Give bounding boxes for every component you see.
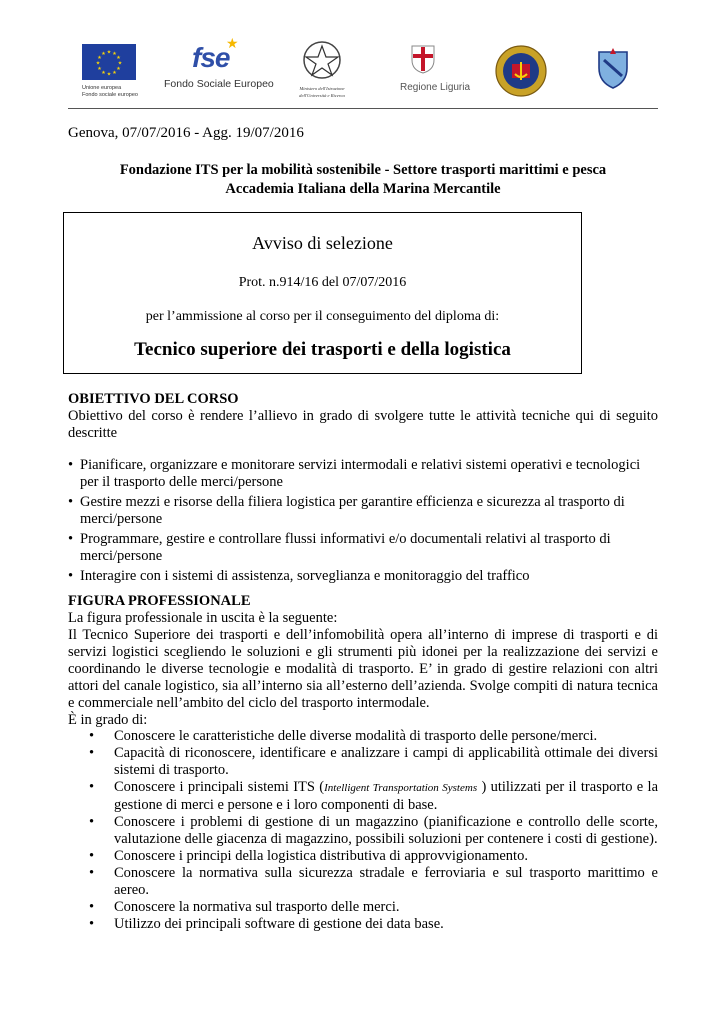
list-item-text: Pianificare, organizzare e monitorare servizi intermodali e relativi sistemi operativi e tecnologici per il trasporto delle merci/persone	[80, 457, 641, 490]
eu-star-icon: ★	[101, 52, 106, 57]
organization-line-2: Accademia Italiana della Marina Mercantile	[225, 181, 501, 197]
bullet-icon: •	[89, 916, 95, 932]
list-item	[86, 779, 658, 814]
eu-star-icon: ★	[116, 67, 121, 72]
academy-shield-logo	[596, 46, 630, 90]
list-item	[68, 568, 658, 585]
list-item-text: Capacità di riconoscere, identificare e analizzare i campi di applicabilità ottimale dei diversi sistemi di trasporto.	[114, 745, 658, 778]
list-item-text: Conoscere la normativa sulla sicurezza stradale e ferroviaria e sul trasporto marittimo e aereo.	[114, 865, 658, 898]
fse-caption: Fondo Sociale Europeo	[164, 78, 274, 90]
list-item-text: Programmare, gestire e controllare flussi informativi e/o documentali relativi al trasporto di merci/persone	[80, 531, 611, 564]
list-item	[68, 494, 658, 528]
eu-caption-line2: Fondo sociale europeo	[82, 92, 138, 98]
its-acronym-expansion: Intelligent Transportation Systems	[324, 782, 478, 794]
italian-republic-emblem	[298, 38, 346, 104]
list-item-text: Conoscere i problemi di gestione di un magazzino (pianificazione e controllo delle scorte, valutazione delle giacenza di magazzino, possibili soluzioni per contenere i costi di gestione).	[114, 814, 658, 847]
objective-list	[68, 457, 658, 588]
eu-star-icon: ★	[117, 61, 123, 67]
its-text-after: ) utilizzati per il trasporto e la gestione di merci e persone e i loro componenti di base.	[114, 779, 659, 813]
profile-section	[68, 593, 658, 729]
list-item	[86, 848, 658, 865]
bullet-icon: •	[89, 779, 95, 795]
profile-able-to: È in grado di:	[68, 712, 148, 728]
list-item	[68, 457, 658, 491]
bullet-icon: •	[68, 494, 74, 510]
profile-heading: FIGURA PROFESSIONALE	[68, 593, 251, 609]
list-item-text: Gestire mezzi e risorse della filiera logistica per garantire efficienza e sicurezza al trasporto di merci/persone	[80, 494, 625, 527]
competence-list	[86, 728, 658, 933]
bullet-icon: •	[68, 457, 74, 473]
bullet-icon: •	[89, 728, 95, 744]
list-item	[68, 531, 658, 565]
eu-star-icon: ★	[95, 61, 101, 67]
eu-star-icon: ★	[112, 71, 117, 76]
ministry-caption-line1: Ministero dell'Istruzione	[299, 86, 345, 91]
ministry-caption-line2: dell'Università e Ricerca	[299, 93, 345, 98]
logo-strip	[80, 38, 640, 104]
eu-star-icon: ★	[116, 56, 121, 61]
list-item-text: Interagire con i sistemi di assistenza, sorveglianza e monitoraggio del traffico	[80, 568, 530, 584]
list-item	[86, 916, 658, 933]
its-text-before: Conoscere i principali sistemi ITS (	[114, 779, 325, 795]
its-item-text	[114, 779, 658, 813]
fse-logo	[164, 38, 276, 102]
eu-star-icon: ★	[97, 56, 102, 61]
header-divider	[68, 108, 658, 109]
eu-star-icon: ★	[106, 72, 112, 78]
protocol-number: Prot. n.914/16 del 07/07/2016	[238, 275, 407, 290]
bullet-icon: •	[89, 848, 95, 864]
eu-star-icon: ★	[97, 67, 102, 72]
selection-notice-box	[63, 212, 582, 374]
notice-purpose: per l’ammissione al corso per il conseguimento del diploma di:	[145, 309, 500, 324]
profile-intro: La figura professionale in uscita è la seguente:	[68, 610, 338, 626]
bullet-icon: •	[68, 568, 74, 584]
diploma-title: Tecnico superiore dei trasporti e della logistica	[134, 339, 511, 360]
regione-liguria-logo	[400, 44, 471, 102]
fse-star-icon: ★	[226, 37, 239, 52]
eu-star-icon: ★	[106, 50, 112, 56]
list-item	[86, 728, 658, 745]
organization-line-1: Fondazione ITS per la mobilità sostenibile - Settore trasporti marittimi e pesca	[119, 162, 607, 178]
liguria-shield-icon	[410, 44, 436, 74]
objective-section	[68, 391, 658, 442]
emblem-star	[306, 46, 338, 75]
accademia-marina-roundel	[494, 40, 548, 102]
liguria-caption: Regione Liguria	[400, 82, 471, 93]
eu-star-icon: ★	[101, 71, 106, 76]
document-date: Genova, 07/07/2016 - Agg. 19/07/2016	[68, 125, 304, 141]
list-item	[86, 814, 658, 848]
list-item	[86, 865, 658, 899]
eu-caption-line1: Unione europea	[82, 85, 122, 91]
organization-heading	[68, 161, 658, 199]
bullet-icon: •	[89, 865, 95, 881]
eu-flag-logo	[80, 42, 140, 102]
bullet-icon: •	[68, 531, 74, 547]
list-item	[86, 899, 658, 916]
eu-star-icon: ★	[112, 52, 117, 57]
objective-intro: Obiettivo del corso è rendere l’allievo in grado di svolgere tutte le attività tecniche qui di seguito descritte	[68, 408, 658, 441]
list-item-text: Utilizzo dei principali software di gestione dei data base.	[114, 916, 444, 932]
notice-title: Avviso di selezione	[252, 233, 393, 253]
list-item-text: Conoscere la normativa sul trasporto delle merci.	[114, 899, 400, 915]
list-item-text: Conoscere i principi della logistica distributiva di approvvigionamento.	[114, 848, 528, 864]
bullet-icon: •	[89, 899, 95, 915]
objective-heading: OBIETTIVO DEL CORSO	[68, 391, 239, 407]
list-item	[86, 745, 658, 779]
bullet-icon: •	[89, 814, 95, 830]
fse-mark: fse	[192, 42, 230, 73]
profile-description: Il Tecnico Superiore dei trasporti e dell’infomobilità opera all’interno di imprese di trasporti e di servizi logistici scegliendo le soluzioni e gli strumenti più idonei per la realizzazione dei servizi e coordinando le diverse tecnologie e modalità di trasporto. E’ in grado di gestire relazioni con altri attori del canale logistico, sia all’interno sia all’esterno dell’azienda. Svolge compiti di natura tecnica e commerciale nell’ambito del ciclo del trasporto intermodale.	[68, 627, 658, 711]
list-item-text: Conoscere le caratteristiche delle diverse modalità di trasporto delle persone/merci.	[114, 728, 598, 744]
bullet-icon: •	[89, 745, 95, 761]
